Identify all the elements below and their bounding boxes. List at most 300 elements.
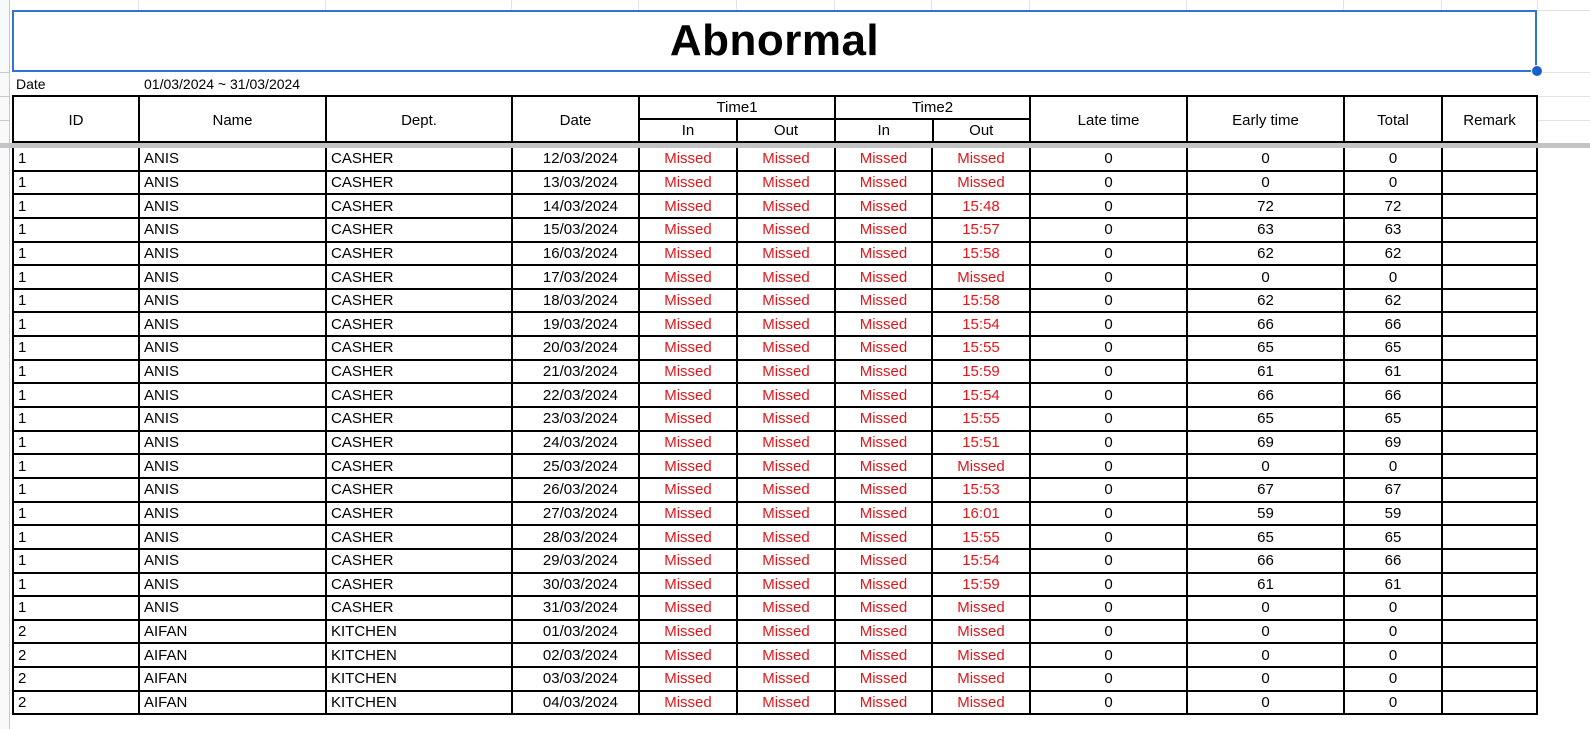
cell-early-time[interactable]: 65 xyxy=(1188,337,1345,359)
cell-dept[interactable]: CASHER xyxy=(327,526,513,548)
cell-remark[interactable] xyxy=(1443,668,1536,690)
cell-remark[interactable] xyxy=(1443,574,1536,596)
cell-dept[interactable]: CASHER xyxy=(327,597,513,619)
cell-total[interactable]: 0 xyxy=(1345,597,1443,619)
header-id[interactable]: ID xyxy=(14,97,140,143)
cell-name[interactable]: ANIS xyxy=(140,243,327,265)
cell-time1-out[interactable]: Missed xyxy=(738,313,836,335)
header-total[interactable]: Total xyxy=(1345,97,1443,143)
cell-total[interactable]: 65 xyxy=(1345,526,1443,548)
cell-id[interactable]: 2 xyxy=(14,621,140,643)
cell-time2-in[interactable]: Missed xyxy=(836,408,933,430)
cell-time1-in[interactable]: Missed xyxy=(640,550,738,572)
cell-late-time[interactable]: 0 xyxy=(1031,668,1188,690)
cell-late-time[interactable]: 0 xyxy=(1031,621,1188,643)
cell-date[interactable]: 29/03/2024 xyxy=(513,550,640,572)
cell-dept[interactable]: CASHER xyxy=(327,290,513,312)
cell-id[interactable]: 1 xyxy=(14,432,140,454)
cell-name[interactable]: ANIS xyxy=(140,384,327,406)
cell-early-time[interactable]: 63 xyxy=(1188,219,1345,241)
cell-name[interactable]: ANIS xyxy=(140,266,327,288)
cell-late-time[interactable]: 0 xyxy=(1031,361,1188,383)
cell-remark[interactable] xyxy=(1443,290,1536,312)
cell-time2-in[interactable]: Missed xyxy=(836,337,933,359)
cell-date[interactable]: 31/03/2024 xyxy=(513,597,640,619)
cell-date[interactable]: 12/03/2024 xyxy=(513,148,640,170)
cell-name[interactable]: AIFAN xyxy=(140,668,327,690)
cell-time1-in[interactable]: Missed xyxy=(640,597,738,619)
cell-time1-in[interactable]: Missed xyxy=(640,408,738,430)
cell-id[interactable]: 1 xyxy=(14,243,140,265)
cell-time2-in[interactable]: Missed xyxy=(836,432,933,454)
cell-name[interactable]: ANIS xyxy=(140,337,327,359)
cell-early-time[interactable]: 65 xyxy=(1188,526,1345,548)
cell-name[interactable]: ANIS xyxy=(140,526,327,548)
cell-time2-out[interactable]: 15:57 xyxy=(933,219,1031,241)
cell-id[interactable]: 1 xyxy=(14,313,140,335)
cell-time2-in[interactable]: Missed xyxy=(836,597,933,619)
cell-date[interactable]: 19/03/2024 xyxy=(513,313,640,335)
cell-time2-out[interactable]: Missed xyxy=(933,597,1031,619)
cell-date[interactable]: 13/03/2024 xyxy=(513,172,640,194)
cell-id[interactable]: 1 xyxy=(14,195,140,217)
cell-time2-in[interactable]: Missed xyxy=(836,148,933,170)
cell-total[interactable]: 61 xyxy=(1345,361,1443,383)
date-range-value[interactable]: 01/03/2024 ~ 31/03/2024 xyxy=(144,76,301,92)
cell-time1-in[interactable]: Missed xyxy=(640,266,738,288)
cell-total[interactable]: 0 xyxy=(1345,148,1443,170)
cell-time2-in[interactable]: Missed xyxy=(836,668,933,690)
cell-dept[interactable]: KITCHEN xyxy=(327,621,513,643)
cell-total[interactable]: 66 xyxy=(1345,550,1443,572)
cell-dept[interactable]: CASHER xyxy=(327,479,513,501)
cell-date[interactable]: 17/03/2024 xyxy=(513,266,640,288)
cell-name[interactable]: ANIS xyxy=(140,455,327,477)
header-time1[interactable]: Time1 xyxy=(640,97,834,120)
cell-id[interactable]: 1 xyxy=(14,337,140,359)
cell-id[interactable]: 1 xyxy=(14,361,140,383)
cell-name[interactable]: AIFAN xyxy=(140,621,327,643)
cell-name[interactable]: ANIS xyxy=(140,361,327,383)
cell-late-time[interactable]: 0 xyxy=(1031,432,1188,454)
cell-early-time[interactable]: 61 xyxy=(1188,574,1345,596)
cell-time2-out[interactable]: 15:59 xyxy=(933,574,1031,596)
cell-id[interactable]: 1 xyxy=(14,290,140,312)
cell-early-time[interactable]: 0 xyxy=(1188,621,1345,643)
cell-time2-in[interactable]: Missed xyxy=(836,574,933,596)
cell-early-time[interactable]: 0 xyxy=(1188,172,1345,194)
header-early-time[interactable]: Early time xyxy=(1188,97,1345,143)
cell-time1-out[interactable]: Missed xyxy=(738,172,836,194)
cell-time1-in[interactable]: Missed xyxy=(640,172,738,194)
cell-time1-in[interactable]: Missed xyxy=(640,479,738,501)
cell-id[interactable]: 2 xyxy=(14,692,140,714)
cell-time1-out[interactable]: Missed xyxy=(738,526,836,548)
cell-time1-out[interactable]: Missed xyxy=(738,384,836,406)
cell-dept[interactable]: CASHER xyxy=(327,384,513,406)
cell-date[interactable]: 20/03/2024 xyxy=(513,337,640,359)
cell-late-time[interactable]: 0 xyxy=(1031,148,1188,170)
cell-time1-in[interactable]: Missed xyxy=(640,384,738,406)
cell-dept[interactable]: CASHER xyxy=(327,550,513,572)
title-cell-selected[interactable]: Abnormal xyxy=(12,10,1537,72)
cell-late-time[interactable]: 0 xyxy=(1031,266,1188,288)
cell-name[interactable]: ANIS xyxy=(140,195,327,217)
cell-time1-out[interactable]: Missed xyxy=(738,408,836,430)
cell-dept[interactable]: CASHER xyxy=(327,219,513,241)
header-date[interactable]: Date xyxy=(513,97,640,143)
cell-id[interactable]: 1 xyxy=(14,526,140,548)
cell-id[interactable]: 2 xyxy=(14,668,140,690)
cell-time1-out[interactable]: Missed xyxy=(738,668,836,690)
cell-total[interactable]: 72 xyxy=(1345,195,1443,217)
cell-time1-in[interactable]: Missed xyxy=(640,432,738,454)
cell-time2-out[interactable]: Missed xyxy=(933,148,1031,170)
cell-time1-in[interactable]: Missed xyxy=(640,290,738,312)
cell-dept[interactable]: CASHER xyxy=(327,313,513,335)
cell-total[interactable]: 0 xyxy=(1345,172,1443,194)
cell-late-time[interactable]: 0 xyxy=(1031,526,1188,548)
cell-time1-in[interactable]: Missed xyxy=(640,361,738,383)
cell-time2-out[interactable]: 15:59 xyxy=(933,361,1031,383)
cell-date[interactable]: 16/03/2024 xyxy=(513,243,640,265)
cell-time1-out[interactable]: Missed xyxy=(738,266,836,288)
cell-dept[interactable]: KITCHEN xyxy=(327,668,513,690)
cell-time1-in[interactable]: Missed xyxy=(640,195,738,217)
cell-early-time[interactable]: 62 xyxy=(1188,290,1345,312)
cell-total[interactable]: 0 xyxy=(1345,692,1443,714)
cell-total[interactable]: 62 xyxy=(1345,243,1443,265)
cell-name[interactable]: ANIS xyxy=(140,574,327,596)
cell-remark[interactable] xyxy=(1443,148,1536,170)
cell-time1-in[interactable]: Missed xyxy=(640,219,738,241)
cell-total[interactable]: 0 xyxy=(1345,668,1443,690)
cell-dept[interactable]: CASHER xyxy=(327,266,513,288)
cell-time2-out[interactable]: 15:53 xyxy=(933,479,1031,501)
cell-time2-in[interactable]: Missed xyxy=(836,313,933,335)
cell-remark[interactable] xyxy=(1443,597,1536,619)
cell-time2-out[interactable]: Missed xyxy=(933,266,1031,288)
cell-time2-out[interactable]: 15:48 xyxy=(933,195,1031,217)
cell-dept[interactable]: CASHER xyxy=(327,432,513,454)
cell-early-time[interactable]: 62 xyxy=(1188,243,1345,265)
cell-remark[interactable] xyxy=(1443,644,1536,666)
cell-time2-in[interactable]: Missed xyxy=(836,290,933,312)
cell-time2-in[interactable]: Missed xyxy=(836,243,933,265)
cell-early-time[interactable]: 0 xyxy=(1188,692,1345,714)
cell-time2-out[interactable]: 16:01 xyxy=(933,503,1031,525)
cell-date[interactable]: 25/03/2024 xyxy=(513,455,640,477)
cell-total[interactable]: 59 xyxy=(1345,503,1443,525)
cell-time1-out[interactable]: Missed xyxy=(738,550,836,572)
cell-early-time[interactable]: 0 xyxy=(1188,148,1345,170)
cell-name[interactable]: ANIS xyxy=(140,479,327,501)
cell-date[interactable]: 28/03/2024 xyxy=(513,526,640,548)
cell-remark[interactable] xyxy=(1443,361,1536,383)
header-name[interactable]: Name xyxy=(140,97,327,143)
cell-time1-in[interactable]: Missed xyxy=(640,503,738,525)
cell-early-time[interactable]: 69 xyxy=(1188,432,1345,454)
cell-time2-in[interactable]: Missed xyxy=(836,172,933,194)
cell-name[interactable]: ANIS xyxy=(140,313,327,335)
cell-time2-in[interactable]: Missed xyxy=(836,503,933,525)
cell-time2-out[interactable]: 15:54 xyxy=(933,313,1031,335)
cell-time2-out[interactable]: 15:51 xyxy=(933,432,1031,454)
cell-early-time[interactable]: 66 xyxy=(1188,313,1345,335)
cell-time1-in[interactable]: Missed xyxy=(640,574,738,596)
header-dept[interactable]: Dept. xyxy=(327,97,513,143)
cell-time2-in[interactable]: Missed xyxy=(836,219,933,241)
cell-time2-out[interactable]: Missed xyxy=(933,644,1031,666)
cell-late-time[interactable]: 0 xyxy=(1031,574,1188,596)
cell-id[interactable]: 2 xyxy=(14,644,140,666)
cell-early-time[interactable]: 0 xyxy=(1188,266,1345,288)
cell-id[interactable]: 1 xyxy=(14,219,140,241)
cell-time2-in[interactable]: Missed xyxy=(836,526,933,548)
cell-time1-out[interactable]: Missed xyxy=(738,337,836,359)
row-header-strip[interactable] xyxy=(0,0,10,729)
cell-early-time[interactable]: 66 xyxy=(1188,384,1345,406)
cell-total[interactable]: 0 xyxy=(1345,644,1443,666)
cell-time2-out[interactable]: Missed xyxy=(933,692,1031,714)
cell-date[interactable]: 23/03/2024 xyxy=(513,408,640,430)
cell-date[interactable]: 14/03/2024 xyxy=(513,195,640,217)
header-time2[interactable]: Time2 xyxy=(836,97,1029,120)
cell-id[interactable]: 1 xyxy=(14,503,140,525)
cell-id[interactable]: 1 xyxy=(14,408,140,430)
cell-dept[interactable]: CASHER xyxy=(327,337,513,359)
cell-late-time[interactable]: 0 xyxy=(1031,195,1188,217)
cell-total[interactable]: 69 xyxy=(1345,432,1443,454)
cell-time2-in[interactable]: Missed xyxy=(836,266,933,288)
cell-remark[interactable] xyxy=(1443,243,1536,265)
cell-early-time[interactable]: 61 xyxy=(1188,361,1345,383)
cell-name[interactable]: ANIS xyxy=(140,172,327,194)
cell-id[interactable]: 1 xyxy=(14,384,140,406)
cell-date[interactable]: 30/03/2024 xyxy=(513,574,640,596)
cell-date[interactable]: 02/03/2024 xyxy=(513,644,640,666)
cell-total[interactable]: 65 xyxy=(1345,408,1443,430)
cell-remark[interactable] xyxy=(1443,172,1536,194)
cell-early-time[interactable]: 0 xyxy=(1188,597,1345,619)
cell-total[interactable]: 66 xyxy=(1345,313,1443,335)
cell-remark[interactable] xyxy=(1443,219,1536,241)
cell-late-time[interactable]: 0 xyxy=(1031,692,1188,714)
cell-time1-out[interactable]: Missed xyxy=(738,503,836,525)
cell-name[interactable]: ANIS xyxy=(140,503,327,525)
cell-id[interactable]: 1 xyxy=(14,266,140,288)
cell-early-time[interactable]: 0 xyxy=(1188,644,1345,666)
cell-time2-in[interactable]: Missed xyxy=(836,384,933,406)
cell-date[interactable]: 22/03/2024 xyxy=(513,384,640,406)
header-late-time[interactable]: Late time xyxy=(1031,97,1188,143)
cell-time2-in[interactable]: Missed xyxy=(836,479,933,501)
cell-time1-out[interactable]: Missed xyxy=(738,621,836,643)
cell-total[interactable]: 0 xyxy=(1345,621,1443,643)
cell-dept[interactable]: CASHER xyxy=(327,172,513,194)
cell-total[interactable]: 62 xyxy=(1345,290,1443,312)
cell-late-time[interactable]: 0 xyxy=(1031,550,1188,572)
cell-late-time[interactable]: 0 xyxy=(1031,479,1188,501)
cell-id[interactable]: 1 xyxy=(14,148,140,170)
cell-id[interactable]: 1 xyxy=(14,597,140,619)
cell-total[interactable]: 63 xyxy=(1345,219,1443,241)
cell-id[interactable]: 1 xyxy=(14,172,140,194)
cell-total[interactable]: 65 xyxy=(1345,337,1443,359)
cell-remark[interactable] xyxy=(1443,266,1536,288)
cell-early-time[interactable]: 65 xyxy=(1188,408,1345,430)
cell-name[interactable]: ANIS xyxy=(140,550,327,572)
cell-remark[interactable] xyxy=(1443,384,1536,406)
cell-remark[interactable] xyxy=(1443,432,1536,454)
cell-remark[interactable] xyxy=(1443,621,1536,643)
cell-date[interactable]: 26/03/2024 xyxy=(513,479,640,501)
date-label[interactable]: Date xyxy=(16,76,46,92)
cell-late-time[interactable]: 0 xyxy=(1031,408,1188,430)
cell-remark[interactable] xyxy=(1443,692,1536,714)
cell-dept[interactable]: CASHER xyxy=(327,148,513,170)
cell-time1-out[interactable]: Missed xyxy=(738,290,836,312)
cell-time2-in[interactable]: Missed xyxy=(836,455,933,477)
cell-remark[interactable] xyxy=(1443,337,1536,359)
cell-date[interactable]: 27/03/2024 xyxy=(513,503,640,525)
cell-early-time[interactable]: 72 xyxy=(1188,195,1345,217)
cell-late-time[interactable]: 0 xyxy=(1031,290,1188,312)
cell-time2-in[interactable]: Missed xyxy=(836,195,933,217)
cell-total[interactable]: 67 xyxy=(1345,479,1443,501)
cell-time1-out[interactable]: Missed xyxy=(738,148,836,170)
cell-total[interactable]: 66 xyxy=(1345,384,1443,406)
cell-name[interactable]: ANIS xyxy=(140,597,327,619)
cell-remark[interactable] xyxy=(1443,195,1536,217)
cell-time1-out[interactable]: Missed xyxy=(738,692,836,714)
cell-time1-out[interactable]: Missed xyxy=(738,479,836,501)
cell-late-time[interactable]: 0 xyxy=(1031,503,1188,525)
cell-time1-out[interactable]: Missed xyxy=(738,243,836,265)
cell-time2-in[interactable]: Missed xyxy=(836,621,933,643)
cell-time1-out[interactable]: Missed xyxy=(738,574,836,596)
cell-id[interactable]: 1 xyxy=(14,455,140,477)
cell-early-time[interactable]: 67 xyxy=(1188,479,1345,501)
header-remark[interactable]: Remark xyxy=(1463,111,1516,129)
cell-name[interactable]: ANIS xyxy=(140,219,327,241)
cell-time1-in[interactable]: Missed xyxy=(640,526,738,548)
header-time2-out[interactable]: Out xyxy=(969,122,994,139)
cell-time2-out[interactable]: 15:54 xyxy=(933,384,1031,406)
cell-late-time[interactable]: 0 xyxy=(1031,597,1188,619)
cell-late-time[interactable]: 0 xyxy=(1031,384,1188,406)
cell-early-time[interactable]: 59 xyxy=(1188,503,1345,525)
cell-time2-out[interactable]: Missed xyxy=(933,172,1031,194)
cell-late-time[interactable]: 0 xyxy=(1031,337,1188,359)
cell-time2-in[interactable]: Missed xyxy=(836,692,933,714)
cell-remark[interactable] xyxy=(1443,503,1536,525)
cell-time2-in[interactable]: Missed xyxy=(836,550,933,572)
header-time2-in[interactable]: In xyxy=(836,120,934,141)
cell-remark[interactable] xyxy=(1443,313,1536,335)
cell-late-time[interactable]: 0 xyxy=(1031,172,1188,194)
cell-name[interactable]: ANIS xyxy=(140,148,327,170)
cell-time2-out[interactable]: Missed xyxy=(933,455,1031,477)
cell-date[interactable]: 04/03/2024 xyxy=(513,692,640,714)
cell-id[interactable]: 1 xyxy=(14,550,140,572)
cell-date[interactable]: 24/03/2024 xyxy=(513,432,640,454)
cell-remark[interactable] xyxy=(1443,550,1536,572)
cell-remark[interactable] xyxy=(1443,408,1536,430)
cell-time1-out[interactable]: Missed xyxy=(738,195,836,217)
cell-time2-out[interactable]: 15:55 xyxy=(933,337,1031,359)
cell-time2-out[interactable]: 15:54 xyxy=(933,550,1031,572)
cell-name[interactable]: AIFAN xyxy=(140,644,327,666)
cell-early-time[interactable]: 0 xyxy=(1188,668,1345,690)
cell-remark[interactable] xyxy=(1443,455,1536,477)
cell-time2-out[interactable]: 15:55 xyxy=(933,408,1031,430)
cell-name[interactable]: ANIS xyxy=(140,290,327,312)
cell-time1-out[interactable]: Missed xyxy=(738,597,836,619)
cell-dept[interactable]: CASHER xyxy=(327,243,513,265)
cell-time1-out[interactable]: Missed xyxy=(738,432,836,454)
cell-dept[interactable]: CASHER xyxy=(327,195,513,217)
cell-name[interactable]: ANIS xyxy=(140,408,327,430)
cell-remark[interactable] xyxy=(1443,479,1536,501)
cell-date[interactable]: 15/03/2024 xyxy=(513,219,640,241)
cell-dept[interactable]: CASHER xyxy=(327,455,513,477)
cell-time2-in[interactable]: Missed xyxy=(836,644,933,666)
cell-dept[interactable]: CASHER xyxy=(327,503,513,525)
cell-late-time[interactable]: 0 xyxy=(1031,313,1188,335)
cell-id[interactable]: 1 xyxy=(14,479,140,501)
cell-remark[interactable] xyxy=(1443,526,1536,548)
cell-time1-out[interactable]: Missed xyxy=(738,455,836,477)
cell-time1-in[interactable]: Missed xyxy=(640,313,738,335)
cell-time1-in[interactable]: Missed xyxy=(640,243,738,265)
header-time1-in[interactable]: In xyxy=(640,120,738,141)
cell-dept[interactable]: CASHER xyxy=(327,408,513,430)
cell-time1-in[interactable]: Missed xyxy=(640,621,738,643)
cell-time1-out[interactable]: Missed xyxy=(738,644,836,666)
cell-total[interactable]: 0 xyxy=(1345,266,1443,288)
cell-dept[interactable]: CASHER xyxy=(327,361,513,383)
cell-early-time[interactable]: 66 xyxy=(1188,550,1345,572)
cell-time2-out[interactable]: Missed xyxy=(933,668,1031,690)
cell-time1-out[interactable]: Missed xyxy=(738,361,836,383)
cell-name[interactable]: AIFAN xyxy=(140,692,327,714)
cell-time2-out[interactable]: 15:55 xyxy=(933,526,1031,548)
cell-id[interactable]: 1 xyxy=(14,574,140,596)
cell-date[interactable]: 21/03/2024 xyxy=(513,361,640,383)
cell-time2-out[interactable]: Missed xyxy=(933,621,1031,643)
cell-dept[interactable]: CASHER xyxy=(327,574,513,596)
cell-time1-in[interactable]: Missed xyxy=(640,148,738,170)
cell-early-time[interactable]: 0 xyxy=(1188,455,1345,477)
cell-total[interactable]: 0 xyxy=(1345,455,1443,477)
header-time1-out[interactable]: Out xyxy=(773,122,799,139)
cell-time1-in[interactable]: Missed xyxy=(640,692,738,714)
cell-date[interactable]: 18/03/2024 xyxy=(513,290,640,312)
cell-time1-in[interactable]: Missed xyxy=(640,455,738,477)
cell-dept[interactable]: KITCHEN xyxy=(327,692,513,714)
cell-late-time[interactable]: 0 xyxy=(1031,455,1188,477)
cell-date[interactable]: 03/03/2024 xyxy=(513,668,640,690)
cell-time1-in[interactable]: Missed xyxy=(640,337,738,359)
cell-name[interactable]: ANIS xyxy=(140,432,327,454)
cell-total[interactable]: 61 xyxy=(1345,574,1443,596)
cell-time2-in[interactable]: Missed xyxy=(836,361,933,383)
cell-time2-out[interactable]: 15:58 xyxy=(933,243,1031,265)
cell-time2-out[interactable]: 15:58 xyxy=(933,290,1031,312)
cell-late-time[interactable]: 0 xyxy=(1031,644,1188,666)
cell-time1-in[interactable]: Missed xyxy=(640,668,738,690)
